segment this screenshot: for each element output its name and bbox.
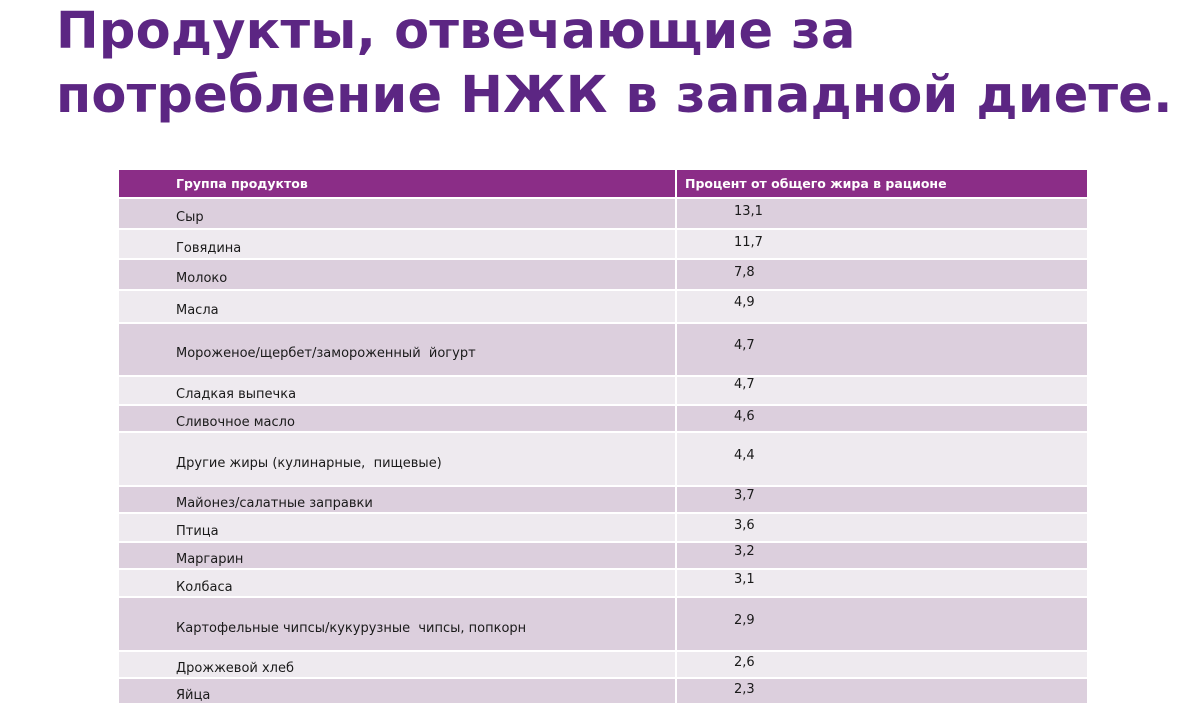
product-group-label: Маргарин <box>176 552 244 567</box>
fat-percent-cell <box>676 290 1087 323</box>
product-group-label: Картофельные чипсы/кукурузные чипсы, попкорн <box>176 620 527 636</box>
fat-percent-cell <box>676 569 1087 597</box>
fat-percent-value: 7,8 <box>734 265 755 280</box>
table-row <box>119 198 1087 229</box>
table-row <box>119 290 1087 323</box>
product-group-cell <box>119 198 676 229</box>
product-group-cell <box>119 229 676 259</box>
fat-percent-cell <box>676 259 1087 290</box>
fat-percent-value: 3,1 <box>734 571 755 587</box>
fat-percent-cell <box>676 678 1087 703</box>
slide-title: Продукты, отвечающие за потребление НЖК в западной диете. <box>56 2 1173 125</box>
product-group-cell <box>119 678 676 703</box>
header-fat-percent: Процент от общего жира в рационе <box>676 170 1087 198</box>
fat-percent-cell <box>676 597 1087 651</box>
product-group-cell <box>119 376 676 405</box>
fat-percent-value: 3,7 <box>734 488 755 503</box>
table-row <box>119 229 1087 259</box>
header-product-group: Группа продуктов <box>119 170 676 198</box>
product-group-label: Молоко <box>176 271 228 286</box>
table-row <box>119 542 1087 569</box>
table-row <box>119 376 1087 405</box>
product-group-cell <box>119 513 676 542</box>
fat-percent-value: 4,9 <box>734 295 755 310</box>
fat-percent-value: 4,4 <box>734 447 755 463</box>
product-group-label: Майонез/салатные заправки <box>176 496 373 511</box>
table-header-row <box>119 170 1087 198</box>
product-group-label: Масла <box>176 303 219 318</box>
fat-percent-cell <box>676 198 1087 229</box>
product-group-cell <box>119 651 676 678</box>
table-row <box>119 323 1087 376</box>
fat-percent-value: 4,7 <box>734 338 755 353</box>
product-group-label: Дрожжевой хлеб <box>176 661 294 676</box>
fat-percent-cell <box>676 486 1087 513</box>
product-group-label: Сливочное масло <box>176 415 295 430</box>
product-group-cell <box>119 569 676 597</box>
fat-percent-value: 4,6 <box>734 409 755 424</box>
product-group-cell <box>119 405 676 432</box>
fat-percent-cell <box>676 513 1087 542</box>
product-group-label: Яйца <box>176 687 211 703</box>
fat-percent-cell <box>676 432 1087 486</box>
fat-percent-value: 3,6 <box>734 518 755 533</box>
fat-percent-value: 2,6 <box>734 655 755 670</box>
fat-percent-cell <box>676 323 1087 376</box>
product-group-cell <box>119 486 676 513</box>
product-group-cell <box>119 542 676 569</box>
table-row <box>119 678 1087 703</box>
product-group-label: Мороженое/щербет/замороженный йогурт <box>176 346 476 361</box>
table-row <box>119 597 1087 651</box>
fat-percent-value: 2,3 <box>734 681 755 697</box>
table-body <box>119 198 1087 703</box>
table-row <box>119 259 1087 290</box>
fat-percent-cell <box>676 542 1087 569</box>
product-group-label: Говядина <box>176 240 242 256</box>
product-group-cell <box>119 323 676 376</box>
data-table <box>119 170 1087 703</box>
table-row <box>119 405 1087 432</box>
table-row <box>119 513 1087 542</box>
table-row <box>119 569 1087 597</box>
product-group-label: Птица <box>176 524 219 539</box>
fat-percent-value: 13,1 <box>734 204 763 219</box>
table-row <box>119 651 1087 678</box>
product-group-cell <box>119 432 676 486</box>
fat-percent-value: 3,2 <box>734 544 755 559</box>
product-group-label: Колбаса <box>176 579 233 595</box>
table-row <box>119 486 1087 513</box>
fat-percent-value: 11,7 <box>734 234 763 250</box>
table-row <box>119 432 1087 486</box>
product-group-label: Другие жиры (кулинарные, пищевые) <box>176 455 442 471</box>
fat-percent-value: 2,9 <box>734 612 755 628</box>
fat-percent-cell <box>676 405 1087 432</box>
product-group-label: Сыр <box>176 210 204 225</box>
fat-percent-cell <box>676 376 1087 405</box>
product-group-cell <box>119 259 676 290</box>
product-group-cell <box>119 597 676 651</box>
product-group-label: Сладкая выпечка <box>176 387 297 402</box>
fat-sources-table <box>119 170 1087 703</box>
fat-percent-cell <box>676 229 1087 259</box>
product-group-cell <box>119 290 676 323</box>
fat-percent-cell <box>676 651 1087 678</box>
fat-percent-value: 4,7 <box>734 377 755 392</box>
